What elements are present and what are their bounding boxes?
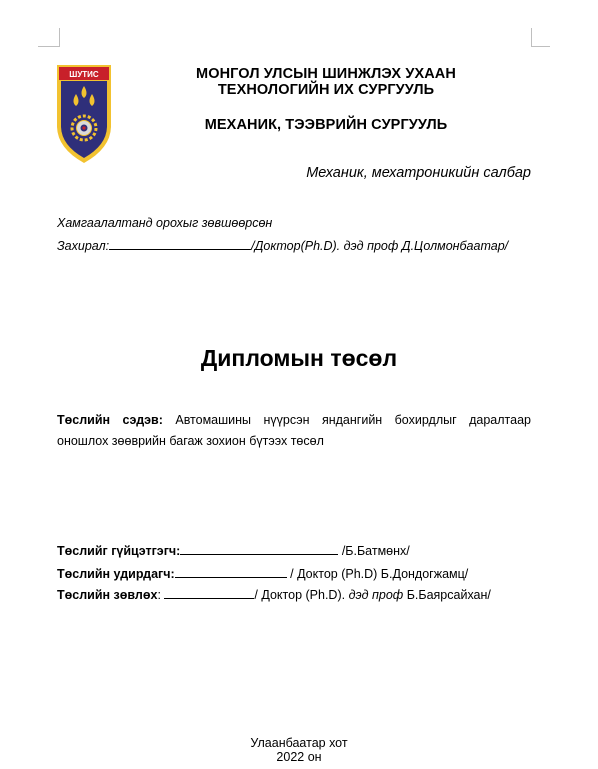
crop-mark-top-right [531,46,550,47]
university-name-line1: МОНГОЛ УЛСЫН ШИНЖЛЭХ УХААН [196,66,456,82]
topic-label: Төслийн сэдэв: [57,413,163,427]
advisor-label: Төслийн зөвлөх [57,588,158,602]
author-label: Төслийг гүйцэтгэгч: [57,544,181,558]
advisor-signature-line [57,586,491,602]
supervisor-signature-blank [175,565,287,578]
advisor-colon: : [157,588,161,602]
author-signature-line [57,542,410,558]
document-title: Дипломын төсөл [200,345,398,371]
supervisor-label: Төслийн удирдагч: [57,567,175,581]
university-name-line2: ТЕХНОЛОГИЙН ИХ СУРГУУЛЬ [217,82,435,98]
director-name: /Доктор(Ph.D). дэд проф Д.Цолмонбаатар/ [251,239,509,253]
crop-mark-top-left-vertical [59,28,60,47]
director-label: Захирал: [57,239,110,253]
crop-mark-top-right-vertical [531,28,532,47]
logo-text: ШУТИС [69,70,99,79]
author-signature-blank [180,542,338,555]
footer-city: Улаанбаатар хот [250,736,348,750]
topic-text: Автомашины нүүрсэн яндангийн бохирдлыг даралтаар оношлох зөөврийн багаж зохион бүтээх төсөл [57,413,531,448]
advisor-prefix: / Доктор (Ph.D). [254,588,349,602]
department-name: Механик, мехатроникийн салбар [306,165,531,181]
author-name: /Б.Батмөнх/ [338,544,410,558]
school-name: МЕХАНИК, ТЭЭВРИЙН СУРГУУЛЬ [204,117,448,133]
advisor-name: Б.Баярсайхан/ [403,588,491,602]
advisor-title: дэд проф [348,588,404,602]
footer-year: 2022 он [276,750,322,764]
project-topic [57,410,531,452]
director-approval-line [57,237,508,253]
university-logo [56,64,112,164]
advisor-signature-blank [164,586,254,599]
supervisor-signature-line [57,565,468,581]
director-signature-line [109,237,251,250]
supervisor-name: / Доктор (Ph.D) Б.Дондогжамц/ [286,567,469,581]
crop-mark-top-left [38,46,60,47]
approval-statement: Хамгаалалтанд орохыг зөвшөөрсөн [57,216,273,230]
footer [0,736,598,764]
